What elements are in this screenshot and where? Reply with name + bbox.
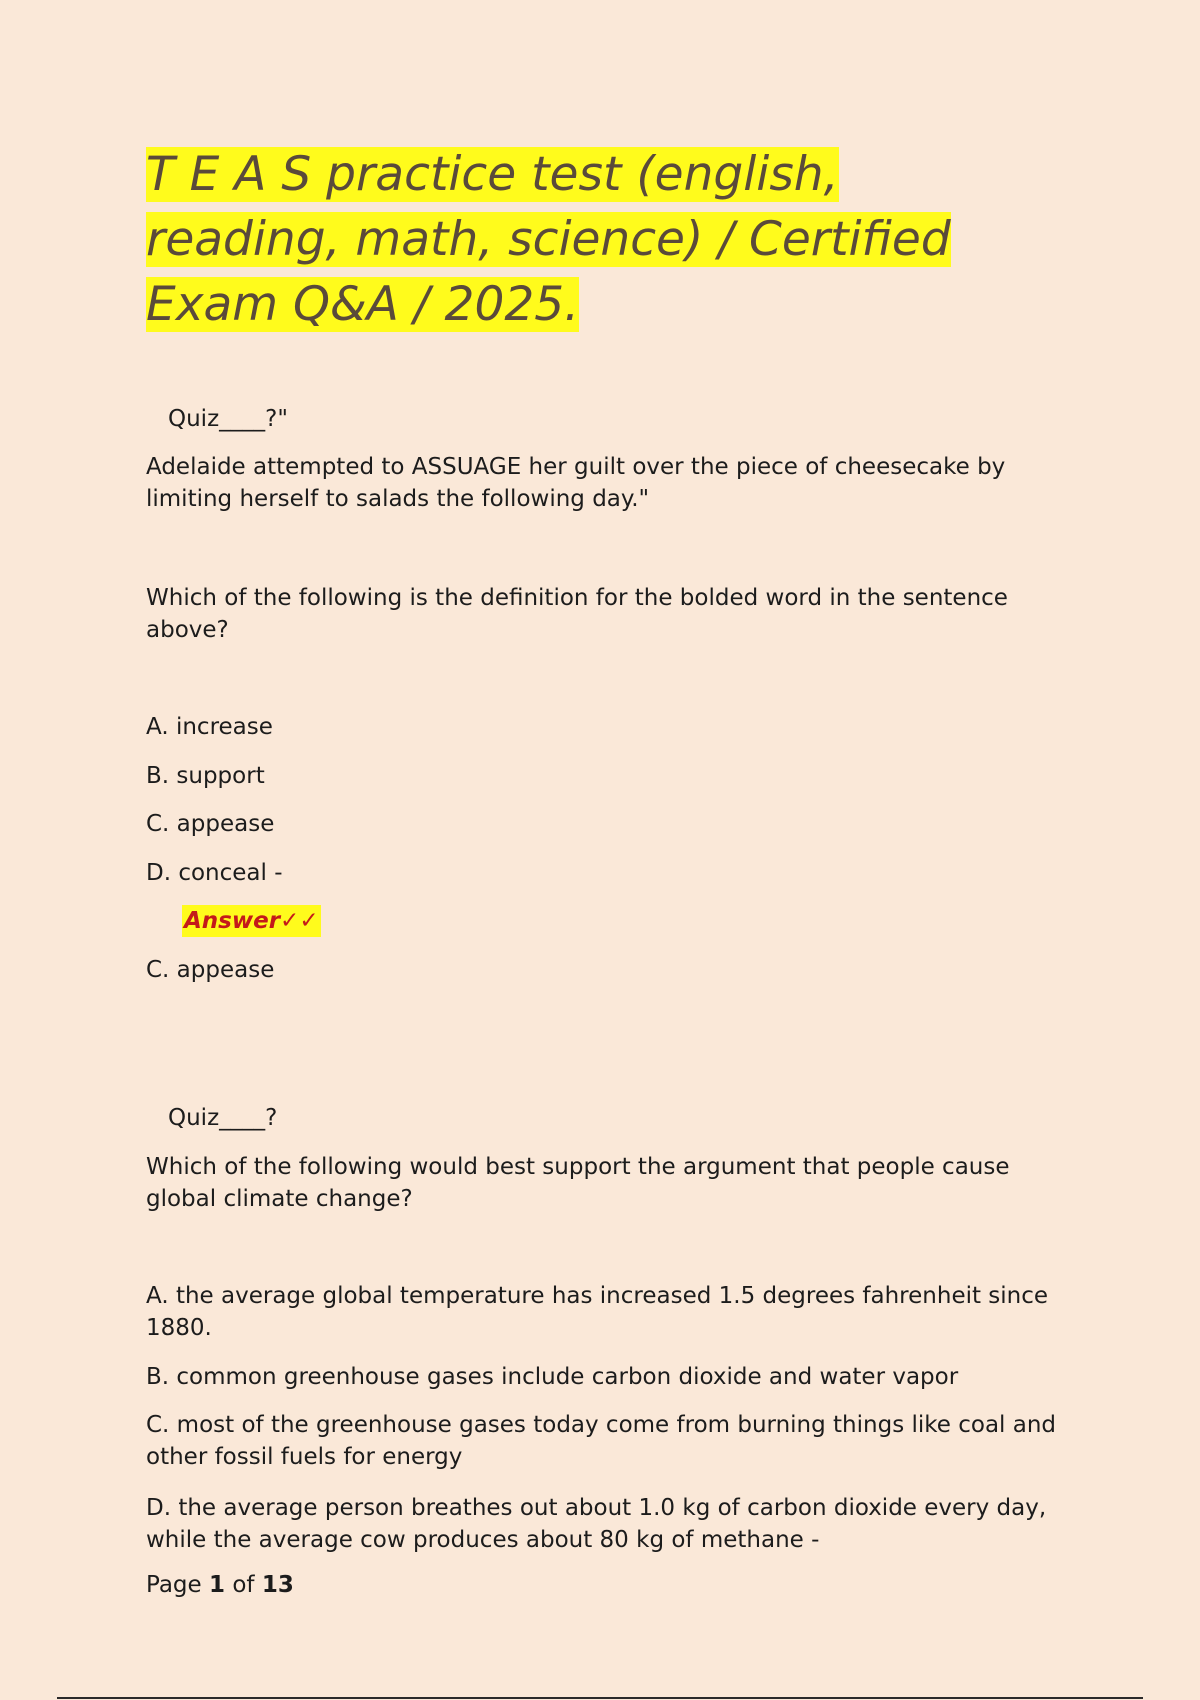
question-2-option-b: B. common greenhouse gases include carbon dioxide and water vapor bbox=[146, 1364, 959, 1390]
total-page-count: 13 bbox=[261, 1572, 294, 1598]
page-bottom-rule bbox=[57, 1697, 1143, 1699]
question-1-prompt: Adelaide attempted to ASSUAGE her guilt over the piece of cheesecake by limiting herself to salads the following day." bbox=[146, 454, 1006, 512]
page-footer bbox=[146, 1569, 294, 1601]
question-1-option-c: C. appease bbox=[146, 811, 275, 837]
question-2-option-c: C. most of the greenhouse gases today come from burning things like coal and other fossil fuels for energy bbox=[146, 1412, 1057, 1470]
current-page-number: 1 bbox=[209, 1572, 226, 1598]
quiz-label-1: Quiz____?" bbox=[168, 406, 288, 432]
of-word: of bbox=[232, 1572, 255, 1598]
question-2-option-a: A. the average global temperature has increased 1.5 degrees fahrenheit since 1880. bbox=[146, 1283, 1049, 1341]
question-2-option-d: D. the average person breathes out about 1.0 kg of carbon dioxide every day, while the average cow produces about 80 kg of methane - bbox=[146, 1495, 1047, 1553]
title-line-3: Exam Q&A / 2025. bbox=[146, 277, 580, 332]
question-1-text: Which of the following is the definition for the bolded word in the sentence above? bbox=[146, 585, 1008, 643]
question-2-text: Which of the following would best support the argument that people cause global climate change? bbox=[146, 1154, 1010, 1212]
title-line-2: reading, math, science) / Certified bbox=[146, 212, 951, 267]
page-word: Page bbox=[146, 1572, 202, 1598]
quiz-label-2: Quiz____? bbox=[168, 1105, 278, 1131]
question-1-option-a: A. increase bbox=[146, 714, 273, 740]
document-title bbox=[146, 142, 1066, 337]
question-1-option-b: B. support bbox=[146, 763, 265, 789]
question-1-option-d: D. conceal - bbox=[146, 860, 283, 886]
question-1-answer: C. appease bbox=[146, 957, 275, 983]
title-line-1: T E A S practice test (english, bbox=[146, 147, 839, 202]
answer-tag: Answer✓✓ bbox=[182, 905, 321, 937]
